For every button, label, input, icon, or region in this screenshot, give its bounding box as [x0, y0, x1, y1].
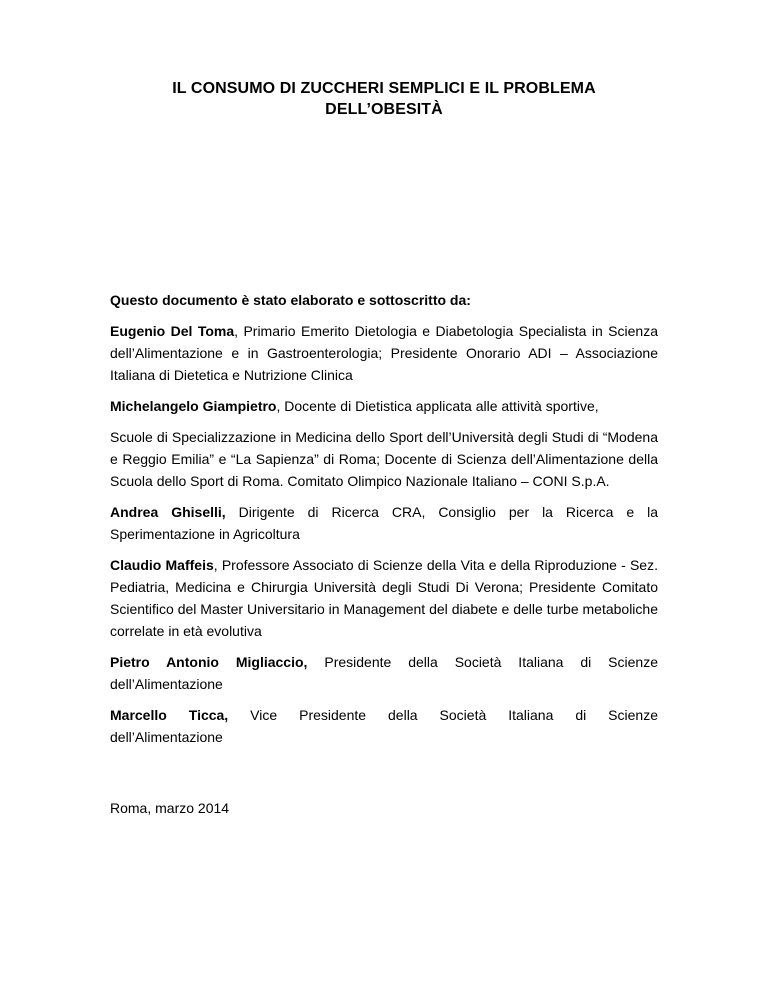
document-date: Roma, marzo 2014	[110, 800, 230, 816]
author-name: Claudio Maffeis	[110, 557, 214, 573]
author-name: Michelangelo Giampietro	[110, 398, 277, 414]
author-paragraph	[110, 651, 658, 695]
document-title	[60, 78, 708, 120]
author-name: Andrea Ghiselli,	[110, 504, 226, 520]
author-paragraph	[110, 320, 658, 386]
document-body	[110, 289, 658, 757]
author-description: Presidente della Società Italiana di Scienze dell’Alimentazione	[110, 654, 658, 692]
author-name: Pietro Antonio Migliaccio,	[110, 654, 308, 670]
author-name: Eugenio Del Toma	[110, 323, 235, 339]
author-line	[110, 704, 658, 726]
title-line-2: DELL’OBESITÀ	[325, 101, 443, 118]
author-paragraph-continued	[110, 426, 658, 492]
author-description-line-2: dell’Alimentazione	[110, 729, 223, 745]
author-paragraph	[110, 395, 658, 417]
author-description: Dirigente di Ricerca CRA, Consiglio per la Ricerca e la Sperimentazione in Agricoltura	[110, 504, 659, 542]
title-line-1: IL CONSUMO DI ZUCCHERI SEMPLICI E IL PROBLEMA	[172, 80, 596, 97]
author-description: Vice Presidente della Società Italiana di Scienze	[228, 707, 658, 723]
author-paragraph	[110, 704, 658, 748]
author-paragraph	[110, 501, 658, 545]
author-description: , Docente di Dietistica applicata alle attività sportive,	[276, 398, 599, 414]
author-description: , Primario Emerito Dietologia e Diabetologia Specialista in Scienza dell’Alimentazione e in Gastroenterologia; Presidente Onorario ADI – Associazione Italiana di Dietetica e Nutrizione Clinica	[110, 323, 658, 383]
author-description: , Professore Associato di Scienze della Vita e della Riproduzione - Sez. Pediatria, Medicina e Chirurgia Università degli Studi Di Verona; Presidente Comitato Scientifico del Master Universitario in Management del diabete e delle turbe metaboliche correlate in età evolutiva	[110, 557, 658, 639]
author-paragraph	[110, 554, 658, 642]
author-description: Scuole di Specializzazione in Medicina dello Sport dell’Università degli Studi di “Modena e Reggio Emilia” e “La Sapienza” di Roma; Docente di Scienza dell’Alimentazione della Scuola dello Sport di Roma. Comitato Olimpico Nazionale Italiano – CONI S.p.A.	[110, 429, 658, 489]
intro-text: Questo documento è stato elaborato e sottoscritto da:	[110, 292, 471, 308]
author-name: Marcello Ticca,	[110, 707, 229, 723]
